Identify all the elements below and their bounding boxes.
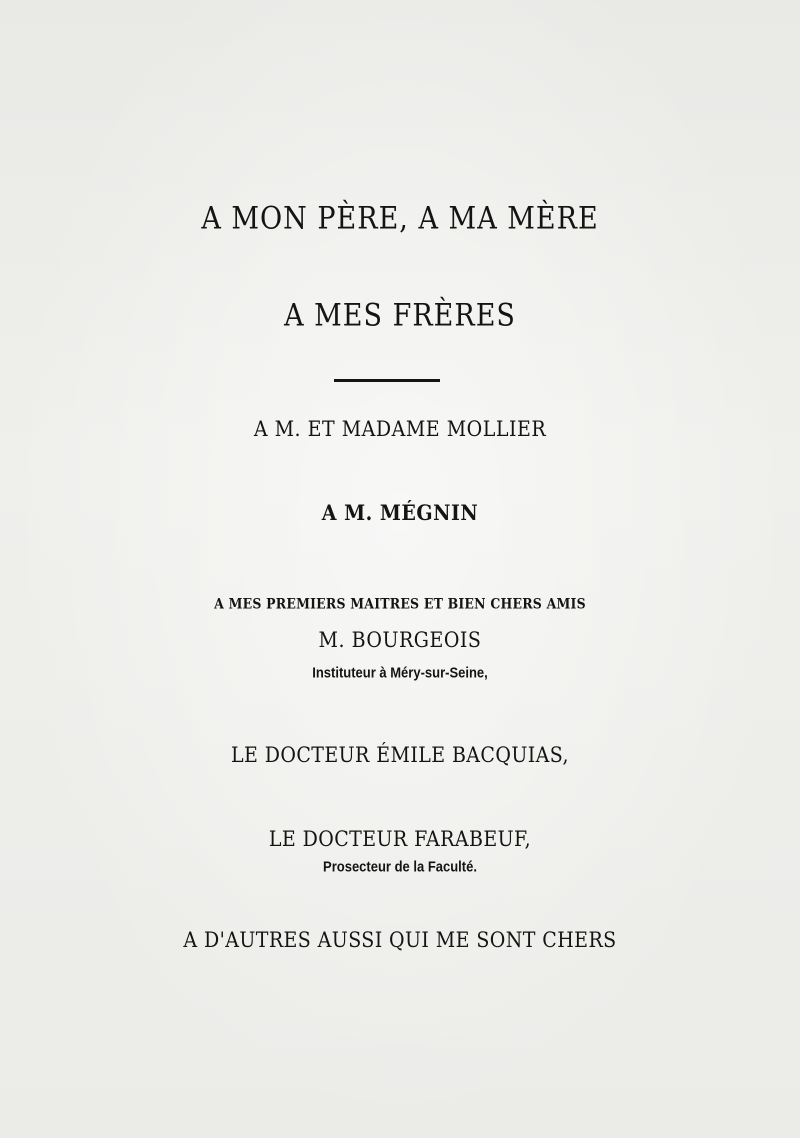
dedication-bacquias: LE DOCTEUR ÉMILE BACQUIAS, (231, 742, 569, 768)
dedication-mollier: A M. ET MADAME MOLLIER (253, 416, 547, 442)
dedication-teachers-heading: A MES PREMIERS MAITRES ET BIEN CHERS AMIS (214, 594, 586, 613)
dedication-farabeuf: LE DOCTEUR FARABEUF, (268, 826, 532, 852)
divider-rule (334, 379, 440, 382)
dedication-parents: A MON PÈRE, A MA MÈRE (201, 200, 599, 237)
dedication-megnin: A M. MÉGNIN (321, 500, 479, 526)
farabeuf-title: Prosecteur de la Faculté. (323, 857, 477, 876)
dedication-others: A D'AUTRES AUSSI QUI ME SONT CHERS (183, 927, 617, 953)
dedication-bourgeois: M. BOURGEOIS (318, 627, 482, 653)
dedication-brothers: A MES FRÈRES (284, 297, 516, 334)
bourgeois-title: Instituteur à Méry-sur-Seine, (312, 663, 488, 682)
